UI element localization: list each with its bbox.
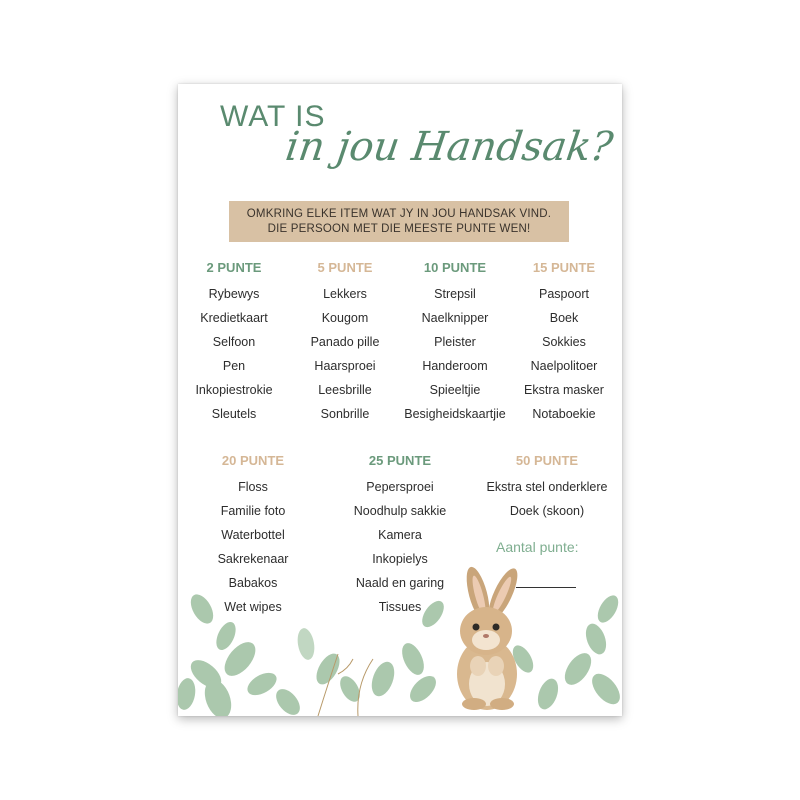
handbag-item[interactable]: Leesbrille: [318, 383, 372, 397]
score-line[interactable]: [516, 587, 576, 588]
handbag-item[interactable]: Inkopiestrokie: [195, 383, 273, 397]
points-heading: 5 PUNTE: [317, 260, 373, 275]
handbag-item[interactable]: Doek (skoon): [509, 504, 585, 518]
handbag-item[interactable]: Selfoon: [212, 335, 256, 349]
handbag-item[interactable]: Paspoort: [538, 287, 590, 301]
handbag-item[interactable]: Sonbrille: [320, 407, 370, 421]
points-column: [325, 449, 475, 619]
handbag-item[interactable]: Haarsproei: [314, 359, 376, 373]
title-script: in jou Handsak?: [282, 124, 616, 170]
handbag-item[interactable]: Waterbottel: [221, 528, 285, 542]
handbag-item[interactable]: Pleister: [434, 335, 476, 349]
handbag-item[interactable]: Familie foto: [220, 504, 286, 518]
points-heading: 10 PUNTE: [423, 260, 487, 275]
handbag-item[interactable]: Naelknipper: [421, 311, 489, 325]
handbag-item[interactable]: Naelpolitoer: [530, 359, 598, 373]
handbag-item[interactable]: Sleutels: [211, 407, 257, 421]
handbag-item[interactable]: Tissues: [378, 600, 422, 614]
handbag-item[interactable]: Handeroom: [422, 359, 488, 373]
points-heading: 20 PUNTE: [221, 453, 285, 468]
score-label: Aantal punte:: [496, 539, 579, 555]
points-column: [472, 449, 622, 523]
banner-line-1: OMKRING ELKE ITEM WAT JY IN JOU HANDSAK VIND.: [246, 207, 552, 220]
handbag-item[interactable]: Boek: [549, 311, 579, 325]
handbag-item[interactable]: Ekstra stel onderklere: [486, 480, 608, 494]
handbag-item[interactable]: Panado pille: [310, 335, 380, 349]
handbag-item[interactable]: Sakrekenaar: [217, 552, 289, 566]
title-top: WAT IS: [220, 100, 326, 133]
handbag-item[interactable]: Babakos: [228, 576, 278, 590]
handbag-item[interactable]: Rybewys: [208, 287, 260, 301]
game-card: [178, 84, 622, 716]
handbag-item[interactable]: Naald en garing: [355, 576, 445, 590]
points-column: [178, 449, 328, 619]
handbag-item[interactable]: Wet wipes: [224, 600, 282, 614]
handbag-item[interactable]: Ekstra masker: [524, 383, 604, 397]
handbag-item[interactable]: Notaboekie: [532, 407, 596, 421]
handbag-item[interactable]: Kamera: [378, 528, 422, 542]
handbag-item[interactable]: Strepsil: [434, 287, 476, 301]
handbag-item[interactable]: Sokkies: [542, 335, 586, 349]
handbag-item[interactable]: Besigheidskaartjie: [404, 407, 506, 421]
banner-line-2: DIE PERSOON MET DIE MEESTE PUNTE WEN!: [267, 222, 531, 235]
handbag-item[interactable]: Spieeltjie: [429, 383, 481, 397]
handbag-item[interactable]: Kredietkaart: [200, 311, 268, 325]
instructions-banner: [229, 201, 569, 242]
handbag-item[interactable]: Lekkers: [323, 287, 367, 301]
handbag-item[interactable]: Floss: [238, 480, 268, 494]
handbag-item[interactable]: Pepersproei: [366, 480, 434, 494]
points-heading: 15 PUNTE: [532, 260, 596, 275]
points-heading: 25 PUNTE: [368, 453, 432, 468]
handbag-item[interactable]: Noodhulp sakkie: [353, 504, 447, 518]
points-column: [489, 256, 622, 426]
handbag-item[interactable]: Pen: [222, 359, 246, 373]
handbag-item[interactable]: Inkopielys: [372, 552, 428, 566]
points-heading: 2 PUNTE: [206, 260, 262, 275]
handbag-item[interactable]: Kougom: [321, 311, 369, 325]
points-heading: 50 PUNTE: [515, 453, 579, 468]
